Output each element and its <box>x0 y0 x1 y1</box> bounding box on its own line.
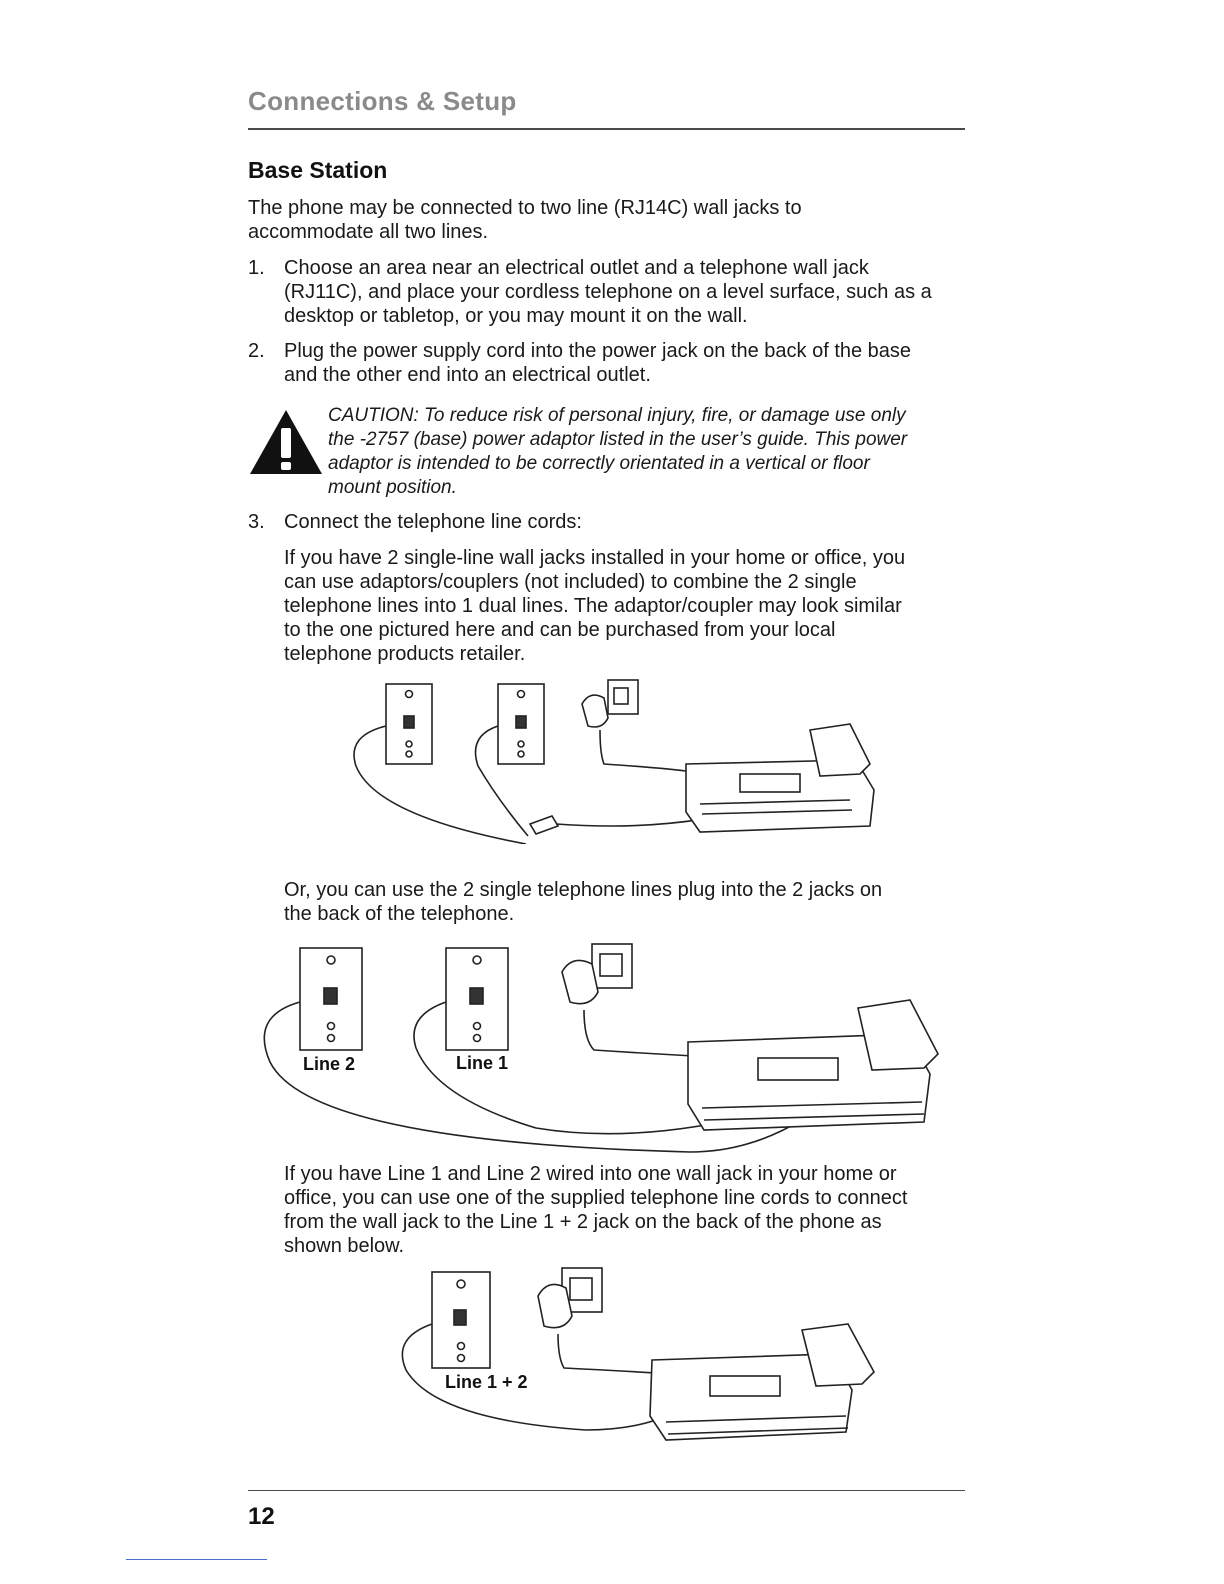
footer-link-underline <box>126 1559 267 1560</box>
step-line: Choose an area near an electrical outlet and a telephone wall jack <box>284 257 869 279</box>
paragraph-line: If you have Line 1 and Line 2 wired into one wall jack in your home or <box>284 1163 897 1185</box>
header-rule <box>248 128 965 130</box>
intro-line: accommodate all two lines. <box>248 221 489 243</box>
diagram-direct-connection <box>258 938 954 1156</box>
paragraph-line: the back of the telephone. <box>284 903 515 925</box>
step-number: 2. <box>248 340 265 362</box>
step-3-text <box>284 510 582 534</box>
paragraph-line: office, you can use one of the supplied telephone line cords to connect <box>284 1187 908 1209</box>
wall-jack-line-1 <box>446 948 508 1050</box>
paragraph-line: to the one pictured here and can be purchased from your local <box>284 619 836 641</box>
label-line-1-2: Line 1 + 2 <box>445 1372 528 1392</box>
section-title: Connections & Setup <box>248 86 517 116</box>
wall-jack-left <box>386 684 432 764</box>
page-number: 12 <box>248 1503 275 1530</box>
caution-line: the -2757 (base) power adaptor listed in the user’s guide. This power <box>328 429 908 450</box>
diagram-coupler-connection <box>330 674 890 844</box>
step-line: Connect the telephone line cords: <box>284 511 582 533</box>
step-number: 1. <box>248 257 265 279</box>
footer-rule <box>248 1490 965 1491</box>
step-line: desktop or tabletop, or you may mount it on the wall. <box>284 305 748 327</box>
two-jacks-paragraph <box>284 546 905 666</box>
step-line: Plug the power supply cord into the power jack on the back of the base <box>284 340 912 362</box>
base-station <box>686 724 874 832</box>
power-outlet <box>592 944 632 988</box>
caution-note <box>328 404 907 500</box>
diagram-single-jack-connection <box>396 1264 896 1464</box>
page-heading: Base Station <box>248 157 388 183</box>
caution-line: CAUTION: To reduce risk of personal injury, fire, or damage use only <box>328 405 906 426</box>
power-outlet <box>608 680 638 714</box>
step-1-text <box>284 256 932 328</box>
paragraph-line: from the wall jack to the Line 1 + 2 jack on the back of the phone as <box>284 1211 882 1233</box>
paragraph-line: telephone lines into 1 dual lines. The adaptor/coupler may look similar <box>284 595 902 617</box>
paragraph-line: telephone products retailer. <box>284 643 526 665</box>
caution-line: adaptor is intended to be correctly orientated in a vertical or floor <box>328 453 870 474</box>
warning-triangle-icon <box>248 408 324 476</box>
step-number: 3. <box>248 511 265 533</box>
wall-jack-right <box>498 684 544 764</box>
direct-connection-paragraph <box>284 878 882 926</box>
paragraph-line: shown below. <box>284 1235 405 1257</box>
paragraph-line: If you have 2 single-line wall jacks installed in your home or office, you <box>284 547 906 569</box>
intro-paragraph <box>248 196 802 244</box>
step-line: and the other end into an electrical outlet. <box>284 364 651 386</box>
base-station <box>688 1000 938 1130</box>
step-2-text <box>284 339 911 387</box>
label-line-1: Line 1 <box>456 1053 509 1073</box>
step-line: (RJ11C), and place your cordless telephone on a level surface, such as a <box>284 281 932 303</box>
wall-jack-line-1-2 <box>432 1272 490 1368</box>
one-jack-paragraph <box>284 1162 907 1258</box>
base-station <box>650 1324 874 1440</box>
intro-line: The phone may be connected to two line (RJ14C) wall jacks to <box>248 197 802 219</box>
wall-jack-line-2 <box>300 948 362 1050</box>
paragraph-line: can use adaptors/couplers (not included) to combine the 2 single <box>284 571 857 593</box>
caution-line: mount position. <box>328 477 457 498</box>
label-line-2: Line 2 <box>303 1054 356 1074</box>
paragraph-line: Or, you can use the 2 single telephone lines plug into the 2 jacks on <box>284 879 883 901</box>
